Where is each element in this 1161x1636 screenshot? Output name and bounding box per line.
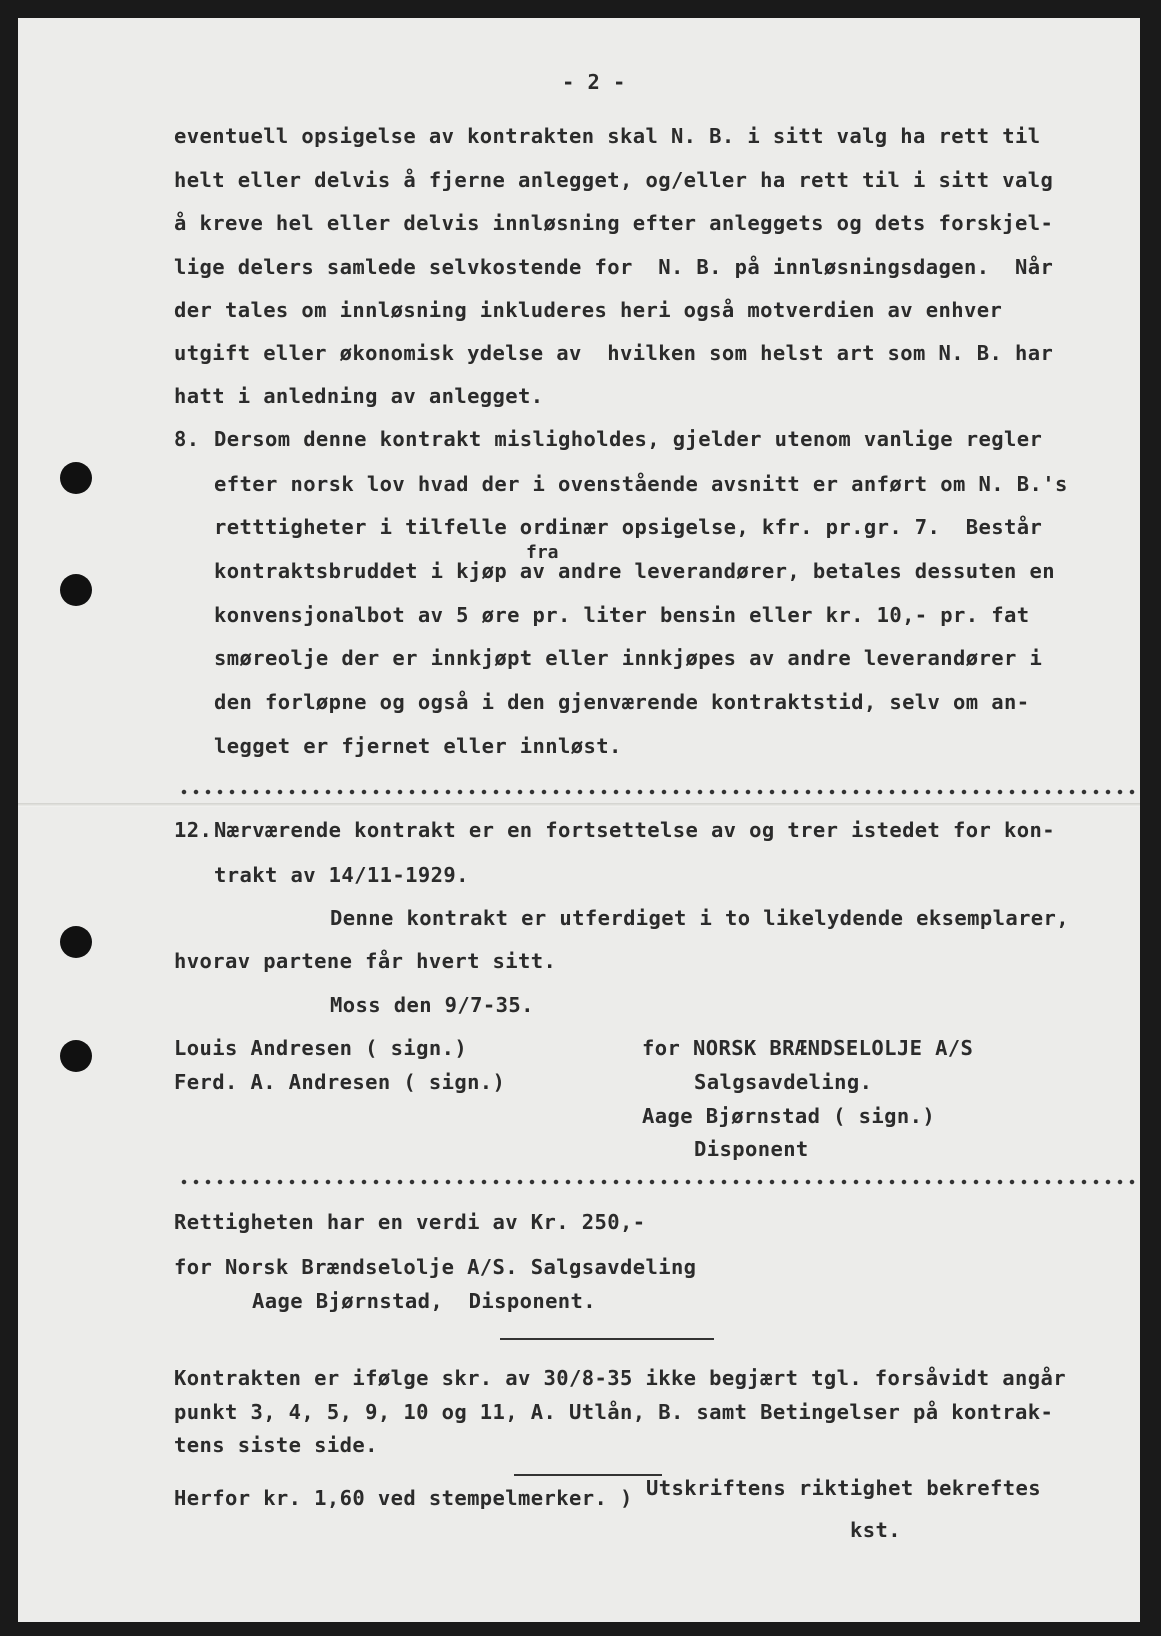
text-line: tens siste side. (174, 1433, 378, 1457)
text-line: lige delers samlede selvkostende for N. B. på innløsningsdagen. Når (174, 255, 1054, 279)
text-line: Nærværende kontrakt er en fortsettelse av og trer istedet for kon- (214, 818, 1055, 842)
section-number: 8. (174, 427, 200, 451)
dotted-separator (178, 788, 1140, 796)
text-line: den forløpne og også i den gjenværende kontraktstid, selv om an- (214, 690, 1030, 714)
text-line: utgift eller økonomisk ydelse av hvilken som helst art som N. B. har (174, 341, 1054, 365)
dotted-separator (178, 1178, 1140, 1186)
punch-hole (60, 462, 92, 494)
text-line: der tales om innløsning inkluderes heri også motverdien av enhver (174, 298, 1003, 322)
punch-hole (60, 1040, 92, 1072)
stamp-note: Herfor kr. 1,60 ved stempelmerker. ) (174, 1486, 633, 1510)
text-line: Rettigheten har en verdi av Kr. 250,- (174, 1210, 646, 1234)
text-line: eventuell opsigelse av kontrakten skal N. B. i sitt valg ha rett til (174, 124, 1041, 148)
text-line: Aage Bjørnstad, Disponent. (252, 1289, 597, 1313)
text-line: for Norsk Brændselolje A/S. Salgsavdeling (174, 1255, 697, 1279)
text-line: Dersom denne kontrakt misligholdes, gjelder utenom vanlige regler (214, 427, 1043, 451)
text-line: helt eller delvis å fjerne anlegget, og/eller ha rett til i sitt valg (174, 168, 1054, 192)
certification-text: Utskriftens riktighet bekreftes (646, 1476, 1042, 1500)
signature-right: Disponent (694, 1137, 809, 1161)
punch-hole (60, 574, 92, 606)
text-line: kontraktsbruddet i kjøp av andre leverandører, betales dessuten en (214, 559, 1055, 583)
page-number: - 2 - (562, 70, 626, 94)
text-line: punkt 3, 4, 5, 9, 10 og 11, A. Utlån, B. samt Betingelser på kontrak- (174, 1400, 1054, 1424)
signature-left: Louis Andresen ( sign.) (174, 1036, 468, 1060)
text-line: Denne kontrakt er utferdiget i to likelydende eksemplarer, (330, 906, 1070, 930)
horizontal-rule (514, 1474, 662, 1476)
text-line: å kreve hel eller delvis innløsning efter anleggets og dets forskjel- (174, 211, 1054, 235)
text-line: retttigheter i tilfelle ordinær opsigelse, kfr. pr.gr. 7. Består (214, 515, 1043, 539)
signature-right: for NORSK BRÆNDSELOLJE A/S (642, 1036, 974, 1060)
text-line: konvensjonalbot av 5 øre pr. liter bensin eller kr. 10,- pr. fat (214, 603, 1030, 627)
page-fold (18, 803, 1140, 807)
document-page (18, 18, 1140, 1622)
text-line: Kontrakten er ifølge skr. av 30/8-35 ikke begjært tgl. forsåvidt angår (174, 1366, 1066, 1390)
text-line: smøreolje der er innkjøpt eller innkjøpes av andre leverandører i (214, 646, 1043, 670)
text-line: hvorav partene får hvert sitt. (174, 949, 557, 973)
signature-right: Salgsavdeling. (694, 1070, 873, 1094)
text-line: trakt av 14/11-1929. (214, 863, 469, 887)
text-line: hatt i anledning av anlegget. (174, 384, 544, 408)
place-date: Moss den 9/7-35. (330, 993, 534, 1017)
signature-right: Aage Bjørnstad ( sign.) (642, 1104, 936, 1128)
section-number: 12. (174, 818, 213, 842)
text-line: efter norsk lov hvad der i ovenstående avsnitt er anført om N. B.'s (214, 472, 1068, 496)
certification-sign: kst. (850, 1518, 901, 1542)
punch-hole (60, 926, 92, 958)
text-line: legget er fjernet eller innløst. (214, 734, 622, 758)
handwritten-insertion: fra (526, 542, 559, 563)
signature-left: Ferd. A. Andresen ( sign.) (174, 1070, 506, 1094)
horizontal-rule (500, 1338, 714, 1340)
